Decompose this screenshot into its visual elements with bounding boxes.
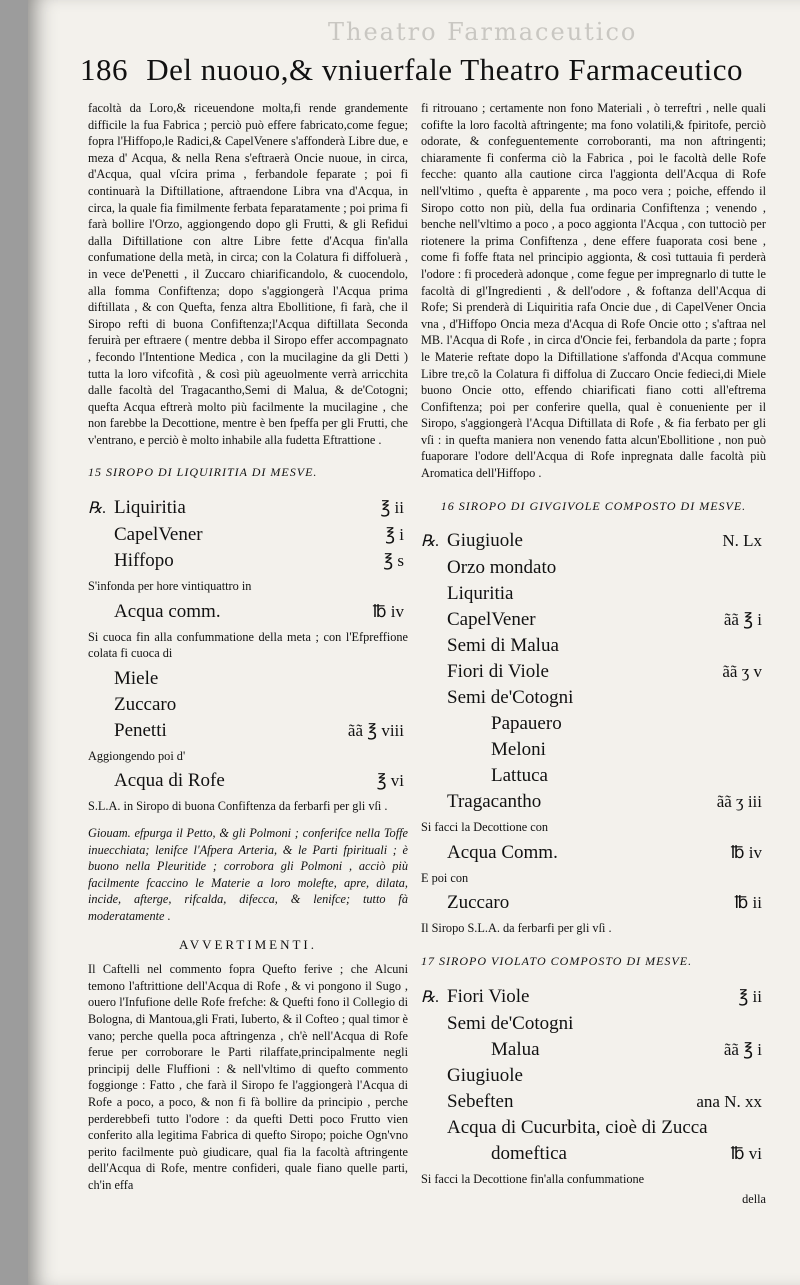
ingredient-row [421, 633, 766, 659]
section-16-title: 16 SIROPO DI GIVGIVOLE COMPOSTO DI MESVE. [440, 498, 747, 513]
book-page [28, 0, 800, 1285]
ingredient-row [88, 548, 408, 574]
avvertimenti-heading: AVVERTIMENTI. [179, 936, 317, 952]
recipe-symbol: ℞. [421, 988, 440, 1006]
ingredient-text: Papauero [491, 713, 562, 735]
ingredient-qty: ℔ ii [734, 893, 762, 913]
ingredient-row [88, 692, 408, 718]
ingredient-text: Tragacantho [447, 791, 542, 813]
recipe-17-ingredients [421, 984, 766, 1167]
ingredient-qty: ℔ vi [730, 1143, 762, 1163]
running-header [80, 52, 780, 94]
ingredient-row [421, 685, 766, 711]
ingredient-text: Zuccaro [114, 693, 177, 715]
ingredient-name [447, 555, 556, 581]
recipe-15-instruction-1: S'infonda per hore vintiquattro in [88, 579, 252, 594]
ingredient-text: Lattuca [491, 765, 548, 787]
ingredient-name [447, 1063, 523, 1089]
ingredient-text: CapelVener [447, 609, 536, 631]
recipe-symbol: ℞. [88, 500, 107, 518]
ingredient-qty: ℥ vi [376, 771, 404, 791]
ingredient-row [421, 555, 766, 581]
ingredient-row [421, 1063, 766, 1089]
ingredient-name [114, 692, 176, 718]
ingredient-row [421, 1037, 766, 1063]
ingredient-row [421, 659, 766, 685]
ingredient-name [447, 607, 536, 633]
ingredient-text: Semi di Malua [447, 635, 559, 657]
ingredient-name: Acqua comm. [114, 600, 221, 622]
ingredient-text: CapelVener [114, 524, 203, 546]
ingredient-qty: ℥ ii [738, 986, 762, 1006]
ingredient-name [447, 1011, 573, 1037]
left-column [88, 100, 408, 1194]
ingredient-row [88, 718, 408, 744]
ingredient-text: Acqua di Cucurbita, cioè di Zucca [447, 1116, 708, 1138]
ingredient-text: Liquiritia [114, 497, 186, 519]
recipe-16-item-zuccaro [421, 890, 766, 916]
ingredient-text: Fiori Viole [447, 985, 530, 1007]
running-title: Del nuouo,& vniuerfale Theatro Farmaceutico [146, 52, 744, 87]
ingredient-text: Fiori di Viole [447, 661, 549, 683]
recipe-15-instruction-2: Si cuoca fin alla confummatione della meta ; con l'Efpreffione colata fi cuoca di [88, 629, 408, 661]
ingredient-qty: ãã ℥ i [723, 610, 762, 630]
ingredient-row [421, 1141, 766, 1167]
ingredient-row [421, 528, 766, 555]
ingredient-name [491, 1037, 540, 1063]
ingredient-row [421, 711, 766, 737]
ingredient-text: Semi de'Cotogni [447, 687, 574, 709]
ingredient-qty: ℔ iv [372, 601, 404, 621]
ingredient-row [88, 666, 408, 692]
ingredient-qty: ãã ʒ iii [716, 792, 762, 812]
ingredient-name [447, 1115, 708, 1141]
recipe-16-item-acqua [421, 840, 766, 866]
left-intro-paragraph: facoltà da Loro,& riceuendone molta,fi rende grandemente difficile la fua Fabrica ; perciò può effere fabricato,come fegue; fopra l'Hiffopo,le Radici,& CapelVenere s'affonderà Libre due, e meza d' Acqua, & nella Rena s'eftraerà Oncie nuoue, in circa, d'Acqua, qual vſcira prima , ferbandole feparate ; poi fi continuarà la Diftillatione, aftraendone Libra vna d'Acqua, in circa, la quale fia fimilmente ferbata feparatamente ; poi prima fi farà bollire l'Orzo, aggiongendo dopo gli Frutti, & gli Refidui dalla Diftillatione con altre Libre fette d'Acqua fin'alla confumatione della metà, in circa; con la Colatura fi diffoluerà , in vece de'Penetti , il Zuccaro chiarificandolo, & cuocendolo, alla fomma Confiftenza; dopo s'aggiongerà l'Acqua prima diftillata , & con Quefta, fenza altra Ebollitione, fi farà, che il Siropo refti di buona Confiftenza;l'Acqua diftillata Seconda feruirà per eftraere ( mentre debba il Siropo effer accompagnato , fecondo l'Intentione Medica , con la mucilagine da gli Detti ) tutta la loro vifcofità , & così più ageuolmente verrà arricchita dalle facoltà del Tragacantho,Semi di Malua, & de'Cotogni; quefta Acqua eftrerà molto più facilmente la mucilagine , che non farebbe la Decottione, mentre è ben fpeffa per gli Frutti, che v'entrano, e perciò è molto inhabile alla fudetta Eftrattione . [88, 101, 408, 447]
ingredient-text: Malua [491, 1038, 540, 1060]
ingredient-text: Meloni [491, 739, 546, 761]
avvertimenti-paragraph: Il Caftelli nel commento fopra Quefto ferive ; che Alcuni temono l'aftrittione dell'Acqua di Rofe , & vi pongono il Sugo , ouero l'Infufione delle Rofe frefche: & Quefti fono il Collegio di Bologna, di Mantoua,gli Frati, Iuberto, & il Cofteo ; qual timor è vano; perche quella poca aftringenza , ch'è nell'Acqua di Rofe ferue per corroborare le Parti rilaffate,principalmente negli principij delle Fluffioni : & nell'vltimo di quefto commento foggionge : Fatto , che farà il Siropo fe l'aggiongerà l'Acqua di Rofe a poco, a poco, & non fi fà bollire da principio , perche perderebbefi tutto l'odore : da quefti Detti poco Frutto vien conferito alla legitima Fabrica di quefto Siropo; poiche Ogn'vno perito facilmente può giudicare, qual fia la facoltà aftringente dell'Acqua di Rofe, mentre confideri, quale fiano quelle parti, ch'in effa [88, 962, 408, 1192]
ingredient-row [421, 984, 766, 1011]
ingredient-name [491, 737, 546, 763]
ingredient-name [114, 548, 174, 574]
ingredient-qty: ℔ iv [730, 842, 762, 862]
ingredient-text: Liquritia [447, 583, 514, 605]
ingredient-row [421, 737, 766, 763]
recipe-16-sla: Il Siropo S.L.A. da ferbarfi per gli vſi . [421, 921, 612, 936]
ingredient-name [421, 528, 523, 555]
ingredient-text: Hiffopo [114, 550, 174, 572]
ingredient-name [421, 984, 529, 1011]
ingredient-name [447, 789, 541, 815]
ingredient-name: Acqua Comm. [447, 841, 558, 863]
ingredient-text: Penetti [114, 719, 167, 741]
right-column [421, 100, 766, 1212]
ingredient-qty: ℥ ii [380, 498, 404, 518]
ingredient-name [447, 685, 573, 711]
ingredient-text: Giugiuole [447, 1064, 523, 1086]
recipe-symbol: ℞. [421, 533, 440, 551]
ingredient-row [88, 522, 408, 548]
ingredient-qty: ãã ℥ i [723, 1039, 762, 1059]
ingredient-row [421, 1011, 766, 1037]
recipe-15-item-acqua [88, 599, 408, 625]
section-17-title: 17 SIROPO VIOLATO COMPOSTO DI MESVE. [421, 954, 693, 969]
ingredient-name [491, 763, 548, 789]
ingredient-name [447, 1089, 513, 1115]
ingredient-row [421, 1115, 766, 1141]
recipe-16-ingredients [421, 528, 766, 815]
recipe-15-ingredients-1 [88, 495, 408, 574]
ingredient-text: Orzo mondato [447, 557, 557, 579]
ingredient-name [114, 522, 203, 548]
ingredient-text: Sebeften [447, 1090, 514, 1112]
ingredient-qty: ãã ʒ v [722, 662, 762, 682]
ingredient-qty: N. Lx [722, 531, 762, 551]
recipe-15-item-rose [88, 768, 408, 794]
recipe-15-instruction-3: Aggiongendo poi d' [88, 748, 186, 763]
ingredient-name [114, 718, 167, 744]
ingredient-qty: ℥ s [383, 551, 404, 571]
recipe-16-instruction-2: E poi con [421, 870, 469, 885]
ingredient-name [447, 633, 559, 659]
catchword: della [742, 1192, 766, 1207]
ingredient-name [447, 659, 549, 685]
page-number: 186 [80, 52, 128, 87]
ingredient-name [447, 581, 513, 607]
section-15-title: 15 SIROPO DI LIQUIRITIA DI MESVE. [88, 465, 318, 480]
giouam-paragraph: Giouam. efpurga il Petto, & gli Polmoni ; conferifce nella Toffe inuecchiata; lenifce l'Afpera Arteria, & le Parti fpirituali ; è buono nella Pleuritide ; corrobora gli Polmoni , acciò più facilmente fcaccino le Materie a loro molefte, apre, dilata, incide, afterge, rifcalda, difecca, & lenifce; tutto fà moderatamente . [88, 826, 408, 923]
ingredient-qty: ana N. xx [696, 1091, 762, 1111]
right-intro-paragraph: fi ritrouano ; certamente non fono Materiali , ò terreftri , nelle quali cofifte la loro facoltà aftringente; ma fono volatili,& fpiritofe, perciò odorate, & confeguentemente corroboranti, ma non aftringenti; chiaramente fi conferma ciò la Fabrica , poi le facoltà delle Rofe fecche: quanto alla cautione circa l'aggionta dell'Acqua di Rofe nell'vltimo , quefta è apparente , ma poco vera ; poiche, effendo il Siropo cotto non più, della fua ordinaria Confiftenza ; venendo , benche nell'vltimo a poco , a poco aggionta l'Acqua , con tuttociò per riotenere la prima Confiftenza , dene effere fuaporata cosi bene , come fi foffe ftata nel principio aggionta, & così tuttauia fi perderà l'odore : fi procederà adonque , come fegue per impregnarlo di tutte le facoltà di gl'Ingredienti , & dell'odore , & foftanza dell'Acqua di Rofe; Si prenderà di Liquiritia rafa Oncie due , di CapelVener Oncia vna , d'Hiffopo Oncia meza d'Acqua di Rofe Oncie otto ; s'aftraa nel MB. l'Acqua di Rofe , in circa d'Oncie fei, ferbandola da parte ; fopra le Materie reftate dopo la Diftillatione s'affonda d'Acqua commune Libre tre,cõ la Colatura fi diffolua di Zuccaro Oncie fedieci,di Miele buono Oncie otto, effendo chiarificati fiano cotti all'eftrema Confiftenza; poi per conferire quella, qual è conueniente per il Siropo, s'aggiongerà l'Acqua Diftillata di Rofe , & fia ferbato per gli vſi : in quefta maniera non venendo fatta alcun'Ebollitione , non può fuaporare l'odore dell'Acqua di Rofe inpregnata dalle facoltà più Aromatica dell'Hiffopo . [421, 101, 766, 481]
bleed-through-text: Theatro Farmaceutico [328, 18, 638, 46]
ingredient-text: Giugiuole [447, 530, 523, 552]
ingredient-text: Semi de'Cotogni [447, 1012, 574, 1034]
ingredient-name [114, 666, 158, 692]
ingredient-qty: ãã ℥ viii [347, 720, 404, 740]
ingredient-name [491, 1141, 567, 1167]
ingredient-row [421, 607, 766, 633]
ingredient-row [421, 789, 766, 815]
ingredient-name [88, 495, 186, 522]
ingredient-row [88, 495, 408, 522]
ingredient-row [421, 1089, 766, 1115]
recipe-16-instruction-1: Si facci la Decottione con [421, 820, 549, 835]
ingredient-qty: ℥ i [385, 525, 404, 545]
ingredient-name: Zuccaro [447, 892, 510, 914]
ingredient-name [491, 711, 562, 737]
ingredient-text: Miele [114, 667, 159, 689]
ingredient-name: Acqua di Rofe [114, 770, 225, 792]
recipe-15-sla: S.L.A. in Siropo di buona Confiftenza da ferbarfi per gli vſi . [88, 799, 388, 814]
ingredient-row [421, 763, 766, 789]
recipe-15-ingredients-2 [88, 666, 408, 744]
ingredient-text: domeftica [491, 1142, 567, 1164]
recipe-17-instruction-1: Si facci la Decottione fin'alla confummatione [421, 1171, 645, 1186]
ingredient-row [421, 581, 766, 607]
